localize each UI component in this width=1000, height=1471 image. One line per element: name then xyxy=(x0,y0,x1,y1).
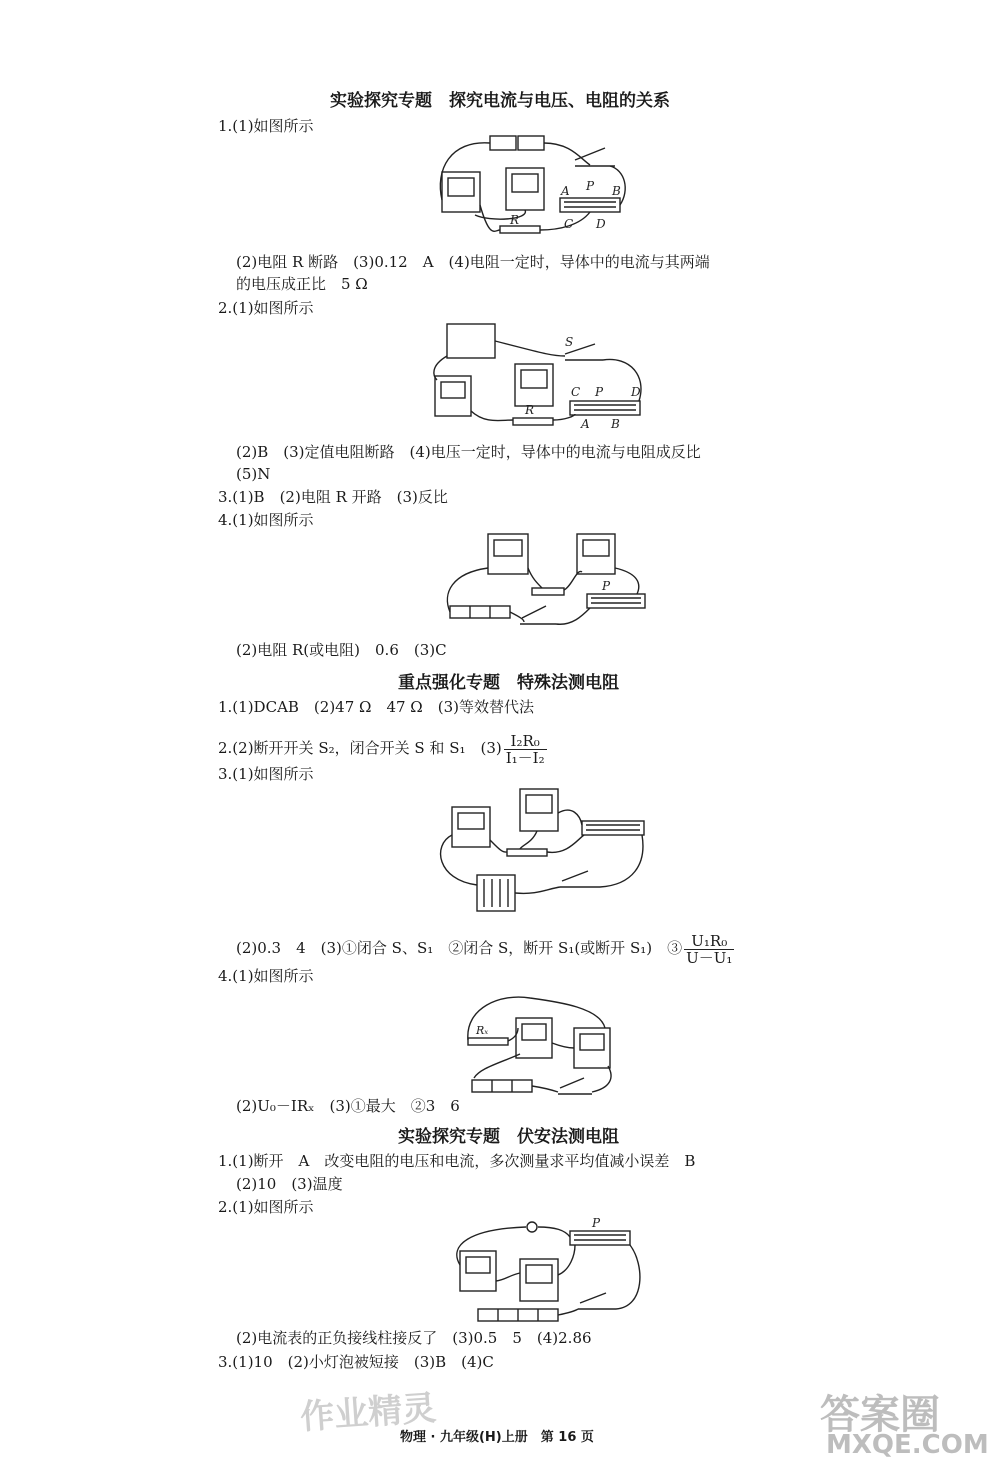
answer-b4-2: (2)U₀－IRₓ (3)①最大 ②3 6 xyxy=(236,1097,460,1115)
circuit-figure-1 xyxy=(430,130,650,245)
answer-c1-1: 1.(1)断开 A 改变电阻的电压和电流，多次测量求平均值减小误差 B xyxy=(218,1152,696,1170)
label-D: D xyxy=(596,217,606,231)
answer-1-1: 1.(1)如图所示 xyxy=(218,117,314,135)
answer-2-2: (2)B (3)定值电阻断路 (4)电压一定时，导体中的电流与电阻成反比 xyxy=(236,443,701,461)
circuit-figure-2 xyxy=(425,316,655,431)
answer-b3-2 xyxy=(236,928,736,968)
label-R: R xyxy=(510,213,520,227)
answer-b2-text: 2.(2)断开开关 S₂，闭合开关 S 和 S₁ (3) xyxy=(218,739,502,757)
fraction-b2 xyxy=(504,733,547,766)
fraction-b3 xyxy=(684,933,734,966)
label-C: C xyxy=(571,385,581,399)
answer-c2-2: (2)电流表的正负接线柱接反了 (3)0.5 5 (4)2.86 xyxy=(236,1329,592,1347)
label-A: A xyxy=(581,417,590,431)
label-P: P xyxy=(602,579,611,593)
answer-3: 3.(1)B (2)电阻 R 开路 (3)反比 xyxy=(218,488,448,506)
answer-c2-1: 2.(1)如图所示 xyxy=(218,1198,314,1216)
answer-2-3: (5)N xyxy=(236,465,271,483)
circuit-figure-5 xyxy=(460,988,620,1098)
label-S: S xyxy=(565,335,574,349)
answer-b4-1: 4.(1)如图所示 xyxy=(218,967,314,985)
answer-b3-2-text: (2)0.3 4 (3)①闭合 S、S₁ ②闭合 S，断开 S₁(或断开 S₁) ③ xyxy=(236,939,683,957)
label-R: R xyxy=(525,403,535,417)
watermark-url: MXQE.COM xyxy=(826,1430,989,1460)
label-Rx: Rₓ xyxy=(476,1024,489,1037)
answer-c3: 3.(1)10 (2)小灯泡被短接 (3)B (4)C xyxy=(218,1353,494,1371)
answer-b3-1: 3.(1)如图所示 xyxy=(218,765,314,783)
fraction-b3-denominator: U－U₁ xyxy=(686,948,733,967)
circuit-figure-4 xyxy=(432,785,652,915)
answer-4-1: 4.(1)如图所示 xyxy=(218,511,314,529)
answer-1-2: (2)电阻 R 断路 (3)0.12 A (4)电阻一定时，导体中的电流与其两端 xyxy=(236,253,710,271)
label-P: P xyxy=(586,179,595,193)
answer-4-2: (2)电阻 R(或电阻) 0.6 (3)C xyxy=(236,641,447,659)
circuit-figure-6 xyxy=(450,1215,650,1325)
fraction-b2-denominator: I₁－I₂ xyxy=(505,748,545,767)
label-B: B xyxy=(612,184,621,198)
section-title-2: 重点强化专题 特殊法测电阻 xyxy=(398,673,619,693)
answer-c1-2: (2)10 (3)温度 xyxy=(236,1175,343,1193)
section-title-3: 实验探究专题 伏安法测电阻 xyxy=(398,1127,619,1147)
watermark-left: 作业精灵 xyxy=(299,1388,438,1438)
label-A: A xyxy=(561,184,570,198)
answer-2-1: 2.(1)如图所示 xyxy=(218,299,314,317)
label-P: P xyxy=(592,1216,601,1230)
section-title-1: 实验探究专题 探究电流与电压、电阻的关系 xyxy=(330,91,670,111)
answer-b2 xyxy=(218,730,549,766)
watermark-right: 答案圈 xyxy=(820,1392,940,1438)
fraction-b3-numerator: U₁R₀ xyxy=(684,933,734,950)
answer-1-3: 的电压成正比 5 Ω xyxy=(236,275,368,293)
page-footer: 物理 · 九年级(H)上册 第 16 页 xyxy=(400,1430,594,1445)
circuit-figure-3 xyxy=(432,528,652,636)
label-B: B xyxy=(611,417,620,431)
label-D: D xyxy=(631,385,641,399)
answer-b1: 1.(1)DCAB (2)47 Ω 47 Ω (3)等效替代法 xyxy=(218,698,534,716)
label-P: P xyxy=(595,385,604,399)
label-C: C xyxy=(564,217,574,231)
fraction-b2-numerator: I₂R₀ xyxy=(504,733,547,750)
